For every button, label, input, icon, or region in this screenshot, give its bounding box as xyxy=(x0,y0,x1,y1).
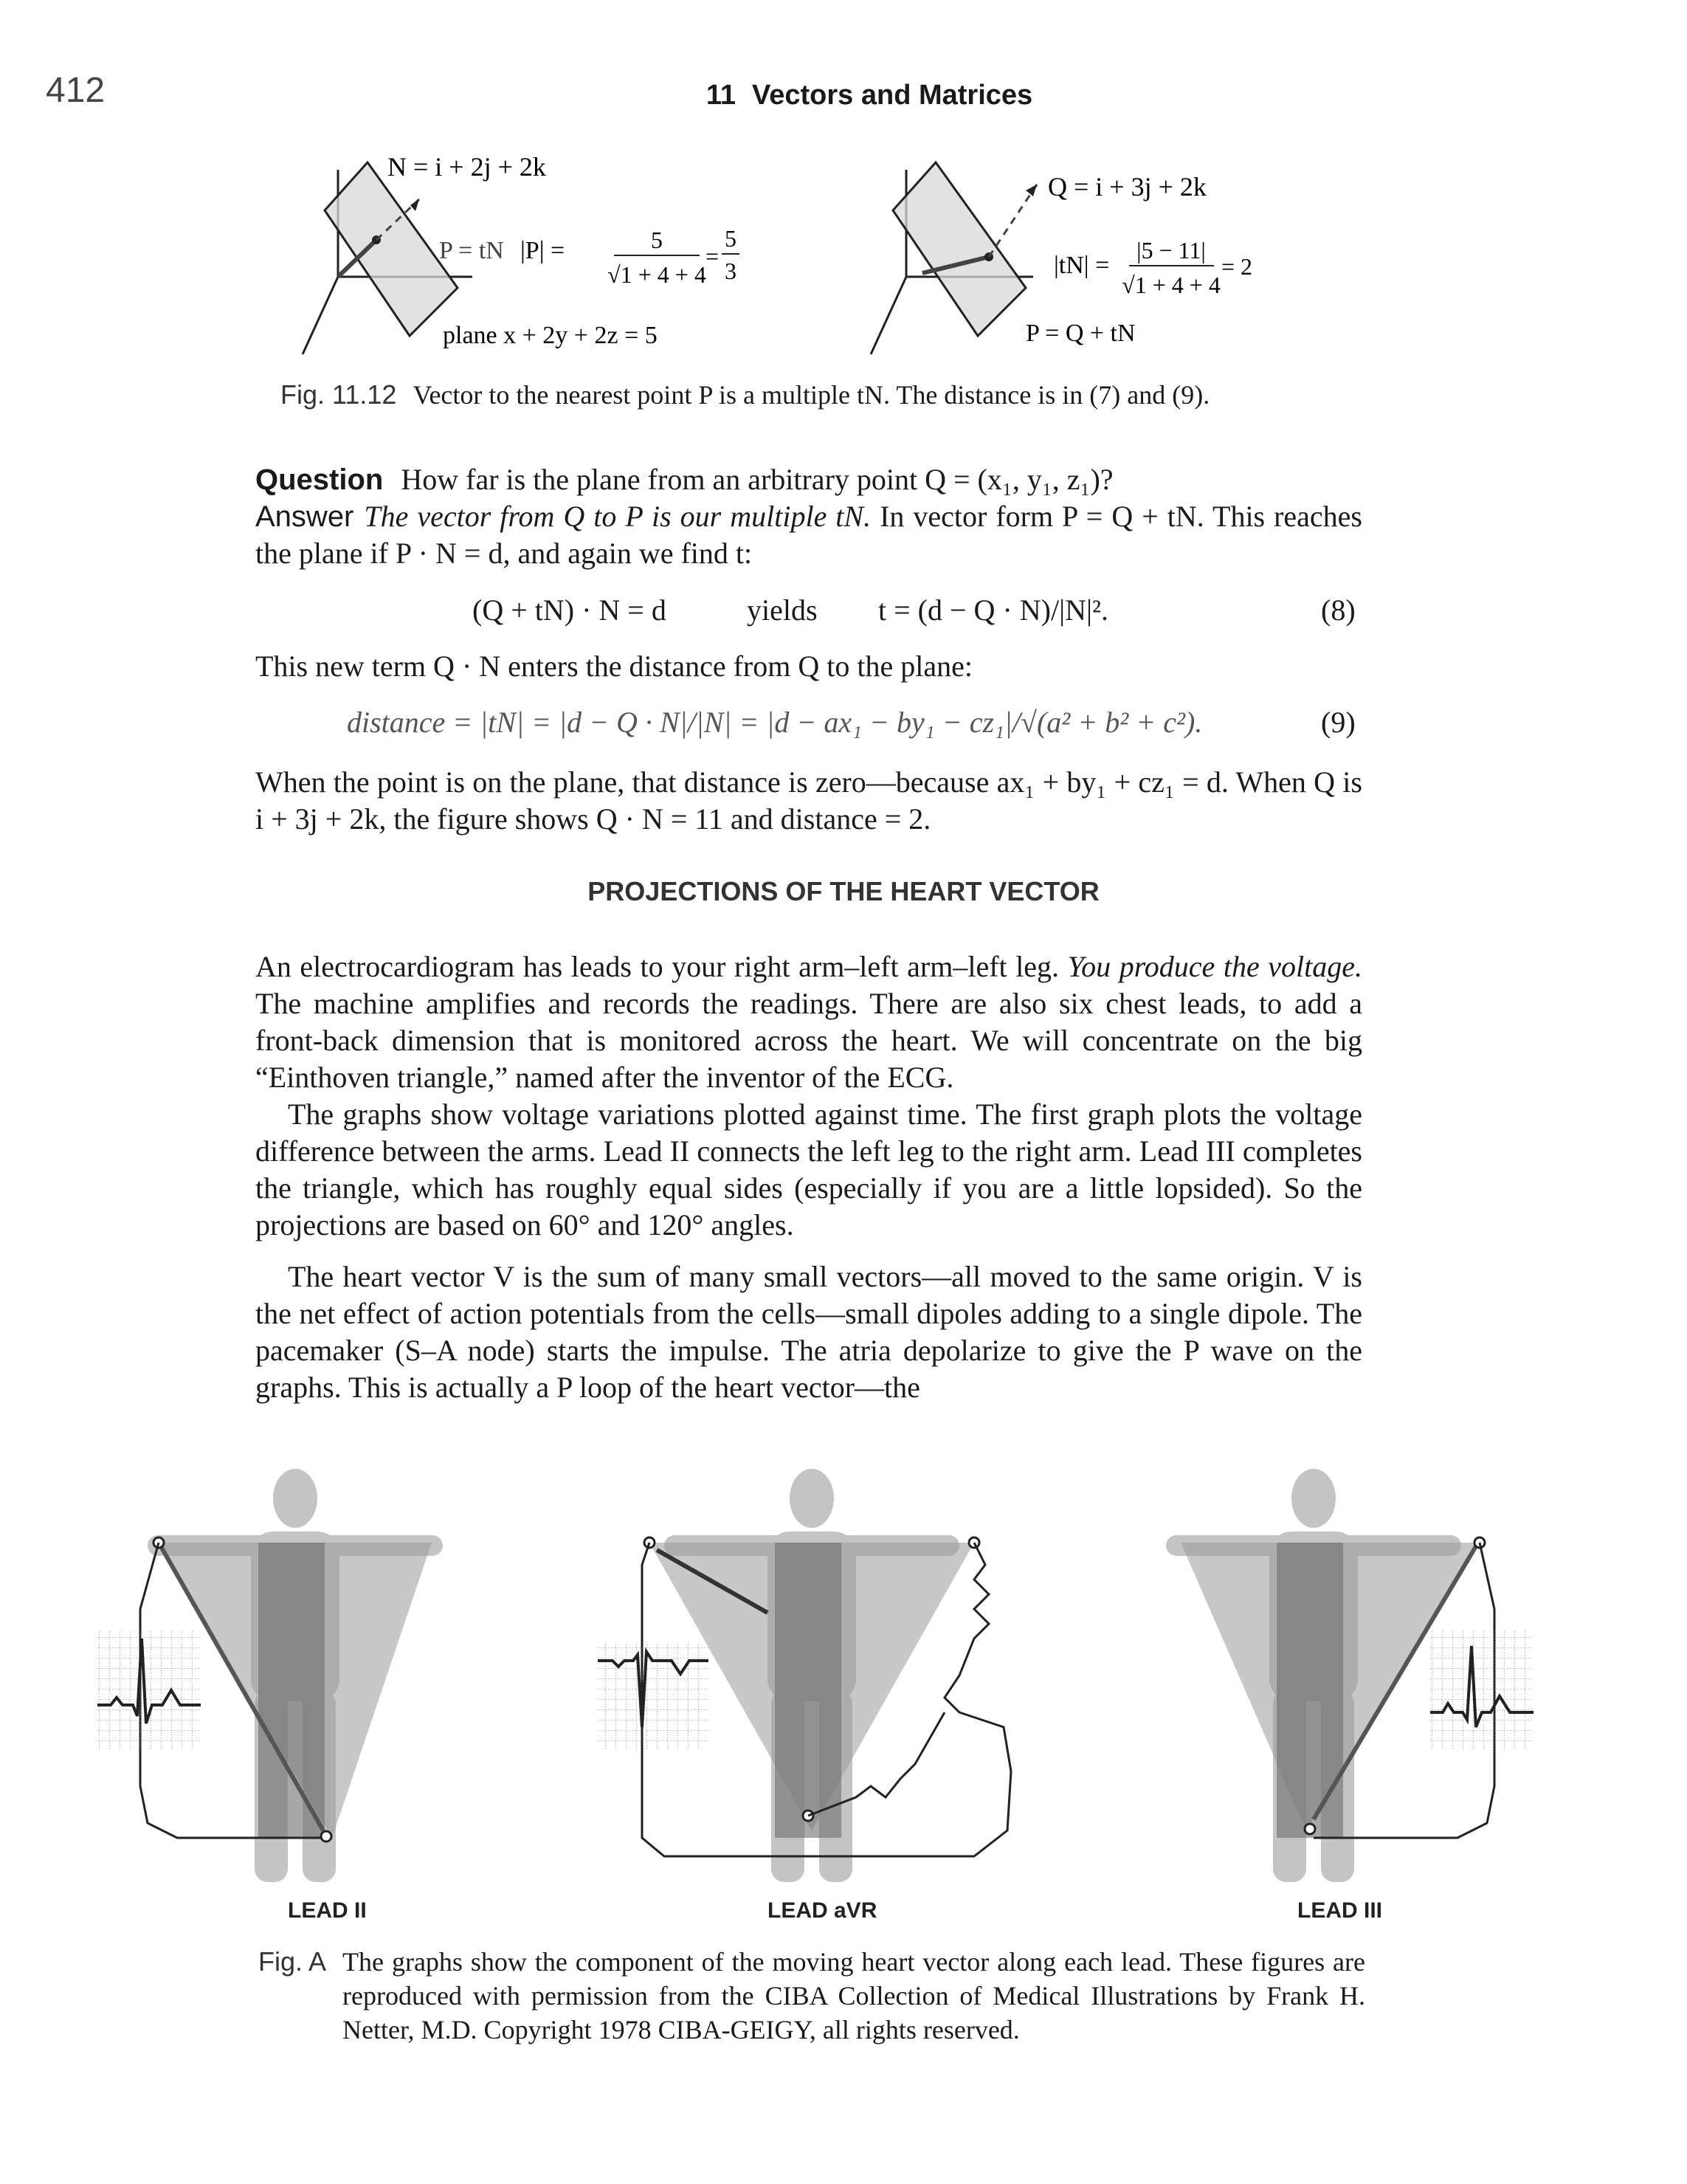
tn-label: |tN| = xyxy=(1054,252,1110,279)
figure-11-12 xyxy=(280,140,1358,362)
fig-a-caption-text: The graphs show the component of the moving heart vector along each lead. These figures are reproduced with permission from the CIBA Collection of Medical Illustrations by Frank H. Netter, M.D. Copyright 1978 CIBA-GEIGY, all rights reserved. xyxy=(342,1947,1365,2045)
plane-r xyxy=(893,162,1026,336)
plane-label: plane x + 2y + 2z = 5 xyxy=(443,322,658,349)
r-frac-den: √1 + 4 + 4 xyxy=(1122,272,1221,298)
eq8-mid: yields xyxy=(747,593,818,627)
fig-a-caption-label: Fig. A xyxy=(258,1946,327,1977)
lead-label-ii: LEAD II xyxy=(288,1898,367,1923)
x-axis-r xyxy=(871,277,906,354)
pq-label: P = Q + tN xyxy=(1026,320,1136,347)
figure-a-illustrations xyxy=(89,1461,1564,1934)
chapter-number: 11 xyxy=(705,80,736,111)
p1-a: An electrocardiogram has leads to your right arm–left arm–left leg. xyxy=(255,950,1060,983)
caption-label: Fig. 11.12 xyxy=(280,379,397,410)
chapter-title: Vectors and Matrices xyxy=(752,80,1033,111)
answer-text: In vector form P = Q + tN. This reaches the plane if P · N = d, and again we find t: xyxy=(255,500,1363,570)
p-abs-label: |P| = xyxy=(520,237,565,264)
p1-italic: You produce the voltage. xyxy=(1059,950,1363,983)
frac2-num: 5 xyxy=(725,225,736,252)
p-label: P = tN xyxy=(439,237,504,264)
eq8-rhs: t = (d − Q · N)/|N|². xyxy=(878,593,1108,627)
body-paragraph-1 xyxy=(255,948,1362,1096)
answer-italic: The vector from Q to P is our multiple tN. xyxy=(364,500,872,533)
line-after-eq8: This new term Q · N enters the distance from Q to the plane: xyxy=(255,650,973,683)
caption-text: Vector to the nearest point P is a multiple tN. The distance is in (7) and (9). xyxy=(413,380,1210,410)
arrowhead-r xyxy=(1026,185,1037,196)
fig-a-caption xyxy=(258,1945,1365,2047)
frac-den: √1 + 4 + 4 xyxy=(607,261,706,288)
lead-label-iii: LEAD III xyxy=(1297,1898,1383,1923)
question-text: How far is the plane from an arbitrary point Q = (x₁, y₁, z₁)? xyxy=(401,463,1114,496)
body-paragraph-2: The graphs show voltage variations plotted against time. The first graph plots the voltage difference between the arms. Lead II connects the left leg to the right arm. Lead III completes the triangle, which has roughly equal sides (especially if you are a little lopsided). So the projections are based on 60° and 120° angles. xyxy=(255,1098,1362,1241)
r-frac-num: |5 − 11| xyxy=(1136,237,1206,263)
frac-num: 5 xyxy=(651,227,663,253)
n-label: N = i + 2j + 2k xyxy=(387,152,546,182)
section-heading: PROJECTIONS OF THE HEART VECTOR xyxy=(587,876,1100,906)
page-number: 412 xyxy=(46,71,106,110)
right-plane-diagram xyxy=(871,162,1252,354)
eq8-lhs: (Q + tN) · N = d xyxy=(472,593,666,627)
paragraph-after-eq9: When the point is on the plane, that distance is zero—because ax₁ + by₁ + cz₁ = d. When Q is i + 3j + 2k, the figure shows Q · N = 11 and distance = 2. xyxy=(255,765,1362,836)
left-plane-diagram xyxy=(303,152,739,354)
ecg-grid-ii xyxy=(97,1631,201,1749)
running-head xyxy=(0,80,1687,111)
question-answer xyxy=(255,461,1362,572)
eq9: distance = |tN| = |d − Q · N|/|N| = |d − ax₁ − by₁ − cz₁|/√(a² + b² + c²). xyxy=(347,706,1203,739)
frac2-den: 3 xyxy=(725,258,736,284)
arrowhead-n xyxy=(410,199,419,211)
q-label: Q = i + 3j + 2k xyxy=(1048,172,1207,201)
p1-b: The machine amplifies and records the readings. There are also six chest leads, to add a front-back dimension that is monitored across the heart. We will concentrate on the big “Einthoven triangle,” named after the inventor of the ECG. xyxy=(255,987,1362,1094)
frac-eq: = xyxy=(705,243,720,269)
fig-11-12-caption xyxy=(280,378,1387,412)
ecg-grid-iii xyxy=(1430,1631,1534,1749)
answer-label: Answer xyxy=(255,500,354,533)
question-label: Question xyxy=(255,464,384,496)
eq9-number: (9) xyxy=(1321,706,1356,739)
x-axis xyxy=(303,277,338,354)
body-paragraph-3: The heart vector V is the sum of many small vectors—all moved to the same origin. V is the net effect of action potentials from the cells—small dipoles adding to a single dipole. The pacemaker (S–A node) starts the impulse. The atria depolarize to give the P wave on the graphs. This is actually a P loop of the heart vector—the xyxy=(255,1260,1362,1404)
lead-iii-illustration xyxy=(1166,1469,1534,1882)
lead-avr-illustration xyxy=(598,1469,1011,1882)
lead-ii-illustration xyxy=(97,1469,443,1882)
eq8-number: (8) xyxy=(1321,593,1356,627)
plane xyxy=(325,162,458,336)
lead-label-avr: LEAD aVR xyxy=(767,1898,877,1923)
ecg-grid-avr xyxy=(598,1642,708,1749)
r-result: = 2 xyxy=(1221,253,1253,280)
